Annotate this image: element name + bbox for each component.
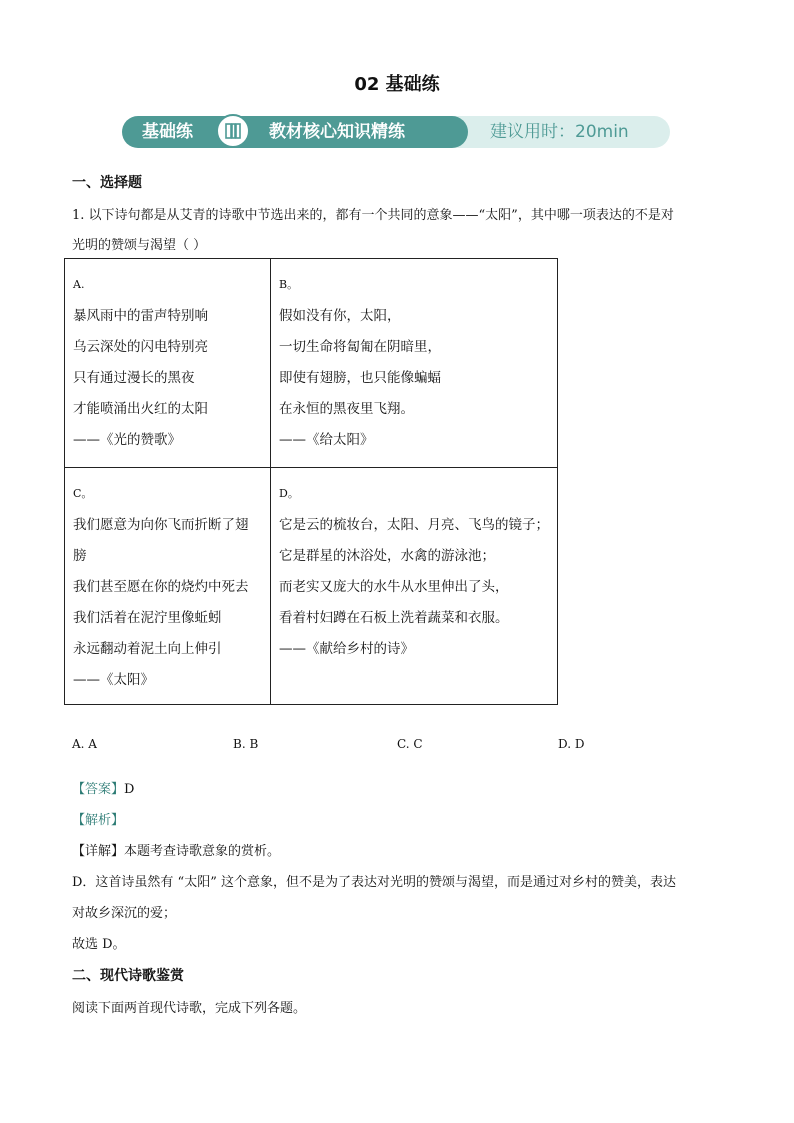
poem-line: 假如没有你，太阳， <box>279 308 401 324</box>
poem-line: 膀 <box>73 548 87 564</box>
explain-line2: 对故乡深沉的爱； <box>72 906 177 921</box>
explain-line1: D．这首诗虽然有 “太阳” 这个意象，但不是为了表达对光明的赞颂与渴望，而是通过对乡村的赞美，表达 <box>72 875 676 890</box>
explain-line3: 故选 D。 <box>72 937 126 952</box>
poem-line: 暴风雨中的雷声特别响 <box>73 308 208 324</box>
poem-line: 永远翻动着泥土向上伸引 <box>73 641 222 657</box>
page-title: 02 基础练 <box>354 74 440 95</box>
question-text-line2: 光明的赞颂与渴望（ ） <box>72 238 207 253</box>
poem-line: 而老实又庞大的水牛从水里伸出了头， <box>279 579 509 595</box>
option-cell-c <box>65 468 271 705</box>
poem-line: 一切生命将匐匍在阴暗里， <box>279 339 441 355</box>
poem-line: 它是群星的沐浴处，水禽的游泳池； <box>279 548 495 564</box>
poem-line: 只有通过漫长的黑夜 <box>73 370 195 386</box>
option-cell-b <box>271 259 558 468</box>
options-table <box>64 258 558 705</box>
reading-prompt: 阅读下面两首现代诗歌，完成下列各题。 <box>72 1001 307 1016</box>
poem-line: 它是云的梳妆台，太阳、月亮、飞鸟的镜子； <box>279 517 549 533</box>
poem-line: 才能喷涌出火红的太阳 <box>73 401 208 417</box>
choice-d[interactable]: D. D <box>558 737 585 751</box>
poem-line: 看着村妇蹲在石板上洗着蔬菜和衣服。 <box>279 610 509 626</box>
poem-source: ——《太阳》 <box>73 672 154 688</box>
poem-source: ——《献给乡村的诗》 <box>279 641 414 657</box>
banner-middle-label: 教材核心知识精练 <box>269 122 405 142</box>
detail-text: 本题考查诗歌意象的赏析。 <box>124 844 281 859</box>
banner-time-label: 建议用时：20min <box>490 122 629 142</box>
poem-line: 乌云深处的闪电特别亮 <box>73 339 208 355</box>
option-label-a: A. <box>73 278 85 291</box>
choice-a[interactable]: A. A <box>72 737 97 751</box>
section-heading-poetry: 二、现代诗歌鉴赏 <box>72 968 184 984</box>
book-icon <box>216 114 250 148</box>
answer-label: 【答案】 <box>72 782 125 797</box>
analysis-label: 【解析】 <box>72 813 125 828</box>
banner-left-label: 基础练 <box>142 122 193 142</box>
poem-line: 在永恒的黑夜里飞翔。 <box>279 401 414 417</box>
poem-source: ——《光的赞歌》 <box>73 432 181 448</box>
section-banner <box>122 115 672 149</box>
option-label-b: B。 <box>279 278 299 291</box>
section-heading-choice: 一、选择题 <box>72 175 142 191</box>
poem-line: 我们愿意为向你飞而折断了翅 <box>73 517 249 533</box>
option-label-c: C。 <box>73 487 93 500</box>
detail-label: 【详解】 <box>72 844 125 859</box>
answer-line <box>72 778 134 797</box>
choice-c[interactable]: C. C <box>397 737 423 751</box>
poem-line: 即使有翅膀，也只能像蝙蝠 <box>279 370 441 386</box>
option-cell-d <box>271 468 558 705</box>
choice-b[interactable]: B. B <box>233 737 259 751</box>
poem-line: 我们甚至愿在你的烧灼中死去 <box>73 579 249 595</box>
option-cell-a <box>65 259 271 468</box>
option-label-d: D。 <box>279 487 299 500</box>
question-text-line1: 1. 以下诗句都是从艾青的诗歌中节选出来的，都有一个共同的意象——“太阳”，其中哪一项表达的不是对 <box>72 208 674 223</box>
poem-source: ——《给太阳》 <box>279 432 374 448</box>
answer-value: D <box>124 782 135 797</box>
detail-line <box>72 840 280 859</box>
poem-line: 我们活着在泥泞里像蚯蚓 <box>73 610 222 626</box>
